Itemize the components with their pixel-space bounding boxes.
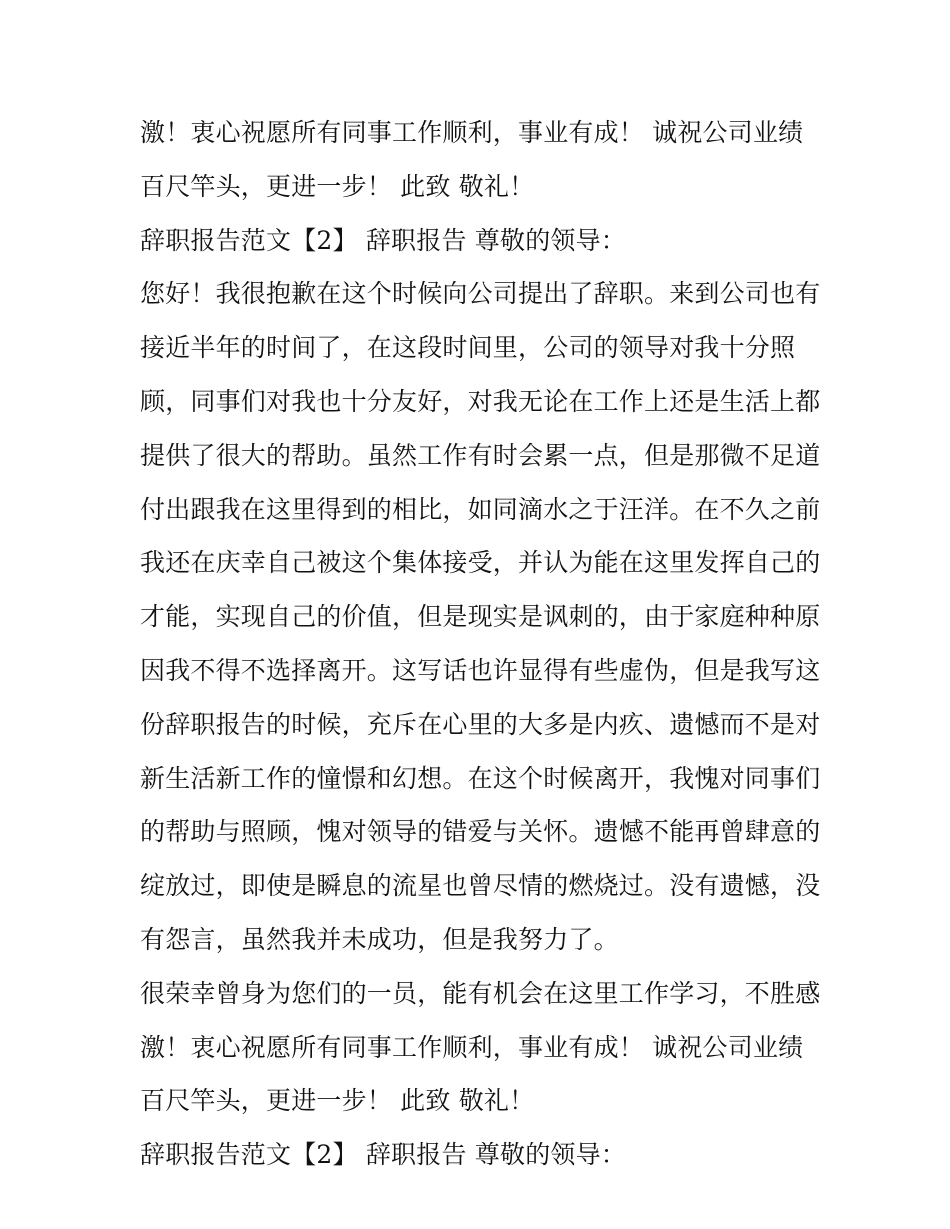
text-line: 的帮助与照顾，愧对领导的错爱与关怀。遗憾不能再曾肆意的 [140, 817, 821, 847]
text-line: 您好！我很抱歉在这个时候向公司提出了辞职。来到公司也有 [140, 279, 821, 309]
text-line: 才能，实现自己的价值，但是现实是讽刺的，由于家庭种种原 [140, 602, 821, 632]
text-line: 绽放过，即使是瞬息的流星也曾尽情的燃烧过。没有遗憾，没 [140, 871, 821, 901]
text-line: 激！衷心祝愿所有同事工作顺利，事业有成！ 诚祝公司业绩 [140, 1032, 804, 1062]
text-line: 份辞职报告的时候，充斥在心里的大多是内疚、遗憾而不是对 [140, 709, 821, 739]
text-line: 因我不得不选择离开。这写话也许显得有些虚伪，但是我写这 [140, 655, 821, 685]
text-line: 提供了很大的帮助。虽然工作有时会累一点，但是那微不足道 [140, 440, 821, 470]
text-line: 有怨言，虽然我并未成功，但是我努力了。 [140, 924, 619, 954]
text-line: 付出跟我在这里得到的相比，如同滴水之于汪洋。在不久之前 [140, 494, 821, 524]
body-text [140, 106, 830, 1182]
text-line: 接近半年的时间了，在这段时间里，公司的领导对我十分照 [140, 333, 796, 363]
text-line: 很荣幸曾身为您们的一员，能有机会在这里工作学习，不胜感 [140, 978, 821, 1008]
section-heading-line: 辞职报告范文【2】 辞职报告 尊敬的领导： [140, 225, 627, 255]
section-heading-line: 辞职报告范文【2】 辞职报告 尊敬的领导： [140, 1140, 627, 1170]
text-line: 激！衷心祝愿所有同事工作顺利，事业有成！ 诚祝公司业绩 [140, 118, 804, 147]
text-line: 顾，同事们对我也十分友好，对我无论在工作上还是生活上都 [140, 386, 821, 416]
text-line: 百尺竿头，更进一步！ 此致 敬礼！ [140, 1086, 535, 1116]
text-line: 百尺竿头，更进一步！ 此致 敬礼！ [140, 171, 535, 201]
text-line: 我还在庆幸自己被这个集体接受，并认为能在这里发挥自己的 [140, 548, 821, 578]
text-line: 新生活新工作的憧憬和幻想。在这个时候离开，我愧对同事们 [140, 763, 821, 793]
